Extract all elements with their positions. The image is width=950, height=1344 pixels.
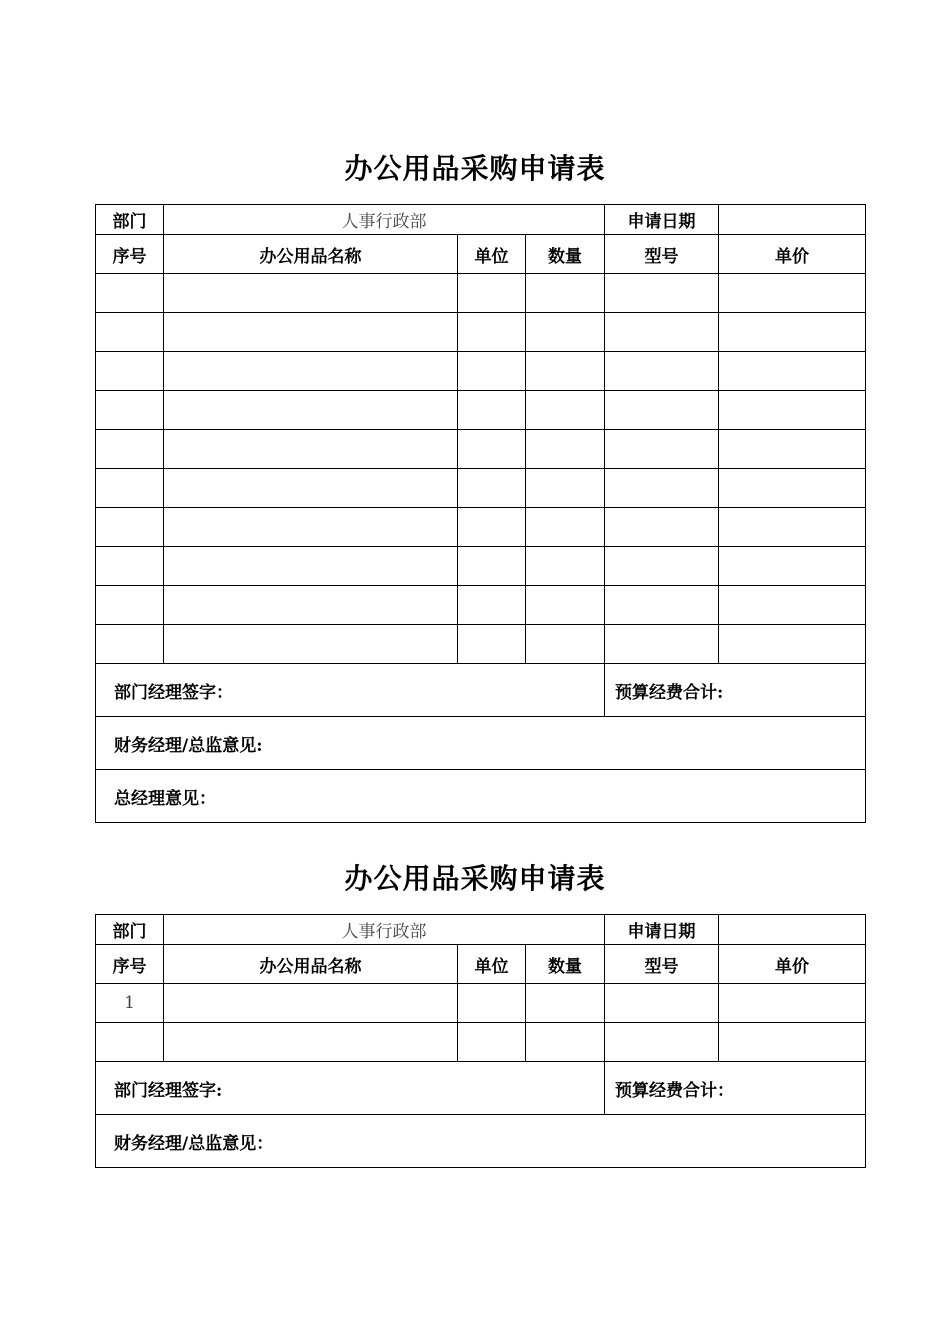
table-cell[interactable] bbox=[458, 391, 526, 430]
budget-total-field[interactable]: 预算经费合计: bbox=[605, 664, 866, 717]
table-cell[interactable] bbox=[526, 391, 605, 430]
column-header: 数量 bbox=[526, 235, 605, 274]
table-cell[interactable] bbox=[605, 508, 719, 547]
column-header: 单价 bbox=[719, 235, 866, 274]
table-cell[interactable] bbox=[605, 391, 719, 430]
table-cell[interactable] bbox=[96, 313, 164, 352]
table-cell[interactable] bbox=[605, 274, 719, 313]
table-cell[interactable] bbox=[605, 313, 719, 352]
table-cell[interactable] bbox=[605, 469, 719, 508]
table-cell[interactable] bbox=[96, 469, 164, 508]
table-row bbox=[96, 508, 866, 547]
table-cell[interactable] bbox=[605, 352, 719, 391]
table-cell[interactable]: 1 bbox=[96, 984, 164, 1023]
table-cell[interactable] bbox=[526, 508, 605, 547]
table-row bbox=[96, 391, 866, 430]
table-cell[interactable] bbox=[526, 547, 605, 586]
table-row bbox=[96, 547, 866, 586]
table-cell[interactable] bbox=[719, 984, 866, 1023]
table-row bbox=[96, 586, 866, 625]
purchase-request-form-2 bbox=[95, 914, 866, 1168]
table-cell[interactable] bbox=[526, 1023, 605, 1062]
table-cell[interactable] bbox=[96, 625, 164, 664]
table-row bbox=[96, 469, 866, 508]
table-cell[interactable] bbox=[96, 352, 164, 391]
table-cell[interactable] bbox=[719, 586, 866, 625]
column-header: 单位 bbox=[458, 945, 526, 984]
table-cell[interactable] bbox=[526, 313, 605, 352]
date-label: 申请日期 bbox=[605, 915, 719, 945]
table-cell[interactable] bbox=[605, 984, 719, 1023]
table-cell[interactable] bbox=[458, 469, 526, 508]
table-cell[interactable] bbox=[526, 352, 605, 391]
table-row bbox=[96, 625, 866, 664]
table-header-row bbox=[96, 235, 866, 274]
table-cell[interactable] bbox=[719, 313, 866, 352]
column-header: 序号 bbox=[96, 235, 164, 274]
table-cell[interactable] bbox=[96, 274, 164, 313]
table-cell[interactable] bbox=[96, 547, 164, 586]
column-header: 办公用品名称 bbox=[164, 235, 458, 274]
table-cell[interactable] bbox=[458, 274, 526, 313]
table-cell[interactable] bbox=[164, 430, 458, 469]
table-row bbox=[96, 274, 866, 313]
table-cell[interactable] bbox=[719, 274, 866, 313]
manager-signature-field[interactable]: 部门经理签字: bbox=[96, 1062, 605, 1115]
table-row bbox=[96, 430, 866, 469]
table-cell[interactable] bbox=[526, 586, 605, 625]
column-header: 序号 bbox=[96, 945, 164, 984]
table-cell[interactable] bbox=[719, 430, 866, 469]
table-cell[interactable] bbox=[526, 469, 605, 508]
table-cell[interactable] bbox=[96, 430, 164, 469]
table-row bbox=[96, 1023, 866, 1062]
department-value[interactable]: 人事行政部 bbox=[164, 205, 605, 235]
table-cell[interactable] bbox=[458, 984, 526, 1023]
table-cell[interactable] bbox=[164, 508, 458, 547]
column-header: 单位 bbox=[458, 235, 526, 274]
table-cell[interactable] bbox=[605, 547, 719, 586]
table-cell[interactable] bbox=[719, 508, 866, 547]
table-cell[interactable] bbox=[526, 625, 605, 664]
table-cell[interactable] bbox=[458, 430, 526, 469]
table-cell[interactable] bbox=[458, 313, 526, 352]
table-row bbox=[96, 313, 866, 352]
table-header-row bbox=[96, 945, 866, 984]
table-cell[interactable] bbox=[458, 625, 526, 664]
table-cell[interactable] bbox=[164, 313, 458, 352]
table-cell[interactable] bbox=[719, 352, 866, 391]
table-cell[interactable] bbox=[458, 1023, 526, 1062]
table-cell[interactable] bbox=[605, 1023, 719, 1062]
table-cell[interactable] bbox=[164, 586, 458, 625]
date-value[interactable] bbox=[719, 915, 866, 945]
table-cell[interactable] bbox=[719, 1023, 866, 1062]
table-cell[interactable] bbox=[96, 586, 164, 625]
date-label: 申请日期 bbox=[605, 205, 719, 235]
gm-opinion-field[interactable]: 总经理意见： bbox=[96, 770, 866, 823]
table-row bbox=[96, 984, 866, 1023]
table-cell[interactable] bbox=[164, 469, 458, 508]
date-value[interactable] bbox=[719, 205, 866, 235]
table-cell[interactable] bbox=[96, 1023, 164, 1062]
column-header: 型号 bbox=[605, 235, 719, 274]
table-cell[interactable] bbox=[458, 586, 526, 625]
table-cell[interactable] bbox=[526, 430, 605, 469]
table-cell[interactable] bbox=[605, 625, 719, 664]
table-cell[interactable] bbox=[458, 508, 526, 547]
table-cell[interactable] bbox=[719, 547, 866, 586]
table-cell[interactable] bbox=[526, 274, 605, 313]
table-cell[interactable] bbox=[164, 352, 458, 391]
table-cell[interactable] bbox=[164, 391, 458, 430]
table-cell[interactable] bbox=[164, 547, 458, 586]
table-cell[interactable] bbox=[458, 352, 526, 391]
table-cell[interactable] bbox=[719, 469, 866, 508]
budget-total-field[interactable]: 预算经费合计： bbox=[605, 1062, 866, 1115]
table-cell[interactable] bbox=[605, 586, 719, 625]
column-header: 数量 bbox=[526, 945, 605, 984]
table-cell[interactable] bbox=[719, 391, 866, 430]
form-1-title: 办公用品采购申请表 bbox=[344, 152, 606, 185]
form-2-title: 办公用品采购申请表 bbox=[344, 862, 606, 895]
finance-opinion-field[interactable]: 财务经理/总监意见： bbox=[96, 1115, 866, 1168]
table-cell[interactable] bbox=[164, 274, 458, 313]
department-label: 部门 bbox=[96, 915, 164, 945]
table-row bbox=[96, 352, 866, 391]
purchase-request-form-1 bbox=[95, 204, 866, 823]
table-cell[interactable] bbox=[605, 430, 719, 469]
column-header: 办公用品名称 bbox=[164, 945, 458, 984]
table-cell[interactable] bbox=[526, 984, 605, 1023]
table-cell[interactable] bbox=[164, 1023, 458, 1062]
table-cell[interactable] bbox=[458, 547, 526, 586]
column-header: 单价 bbox=[719, 945, 866, 984]
table-cell[interactable] bbox=[164, 984, 458, 1023]
department-value[interactable]: 人事行政部 bbox=[164, 915, 605, 945]
table-cell[interactable] bbox=[96, 391, 164, 430]
finance-opinion-field[interactable]: 财务经理/总监意见: bbox=[96, 717, 866, 770]
table-cell[interactable] bbox=[164, 625, 458, 664]
table-cell[interactable] bbox=[96, 508, 164, 547]
table-cell[interactable] bbox=[719, 625, 866, 664]
department-label: 部门 bbox=[96, 205, 164, 235]
column-header: 型号 bbox=[605, 945, 719, 984]
manager-signature-field[interactable]: 部门经理签字： bbox=[96, 664, 605, 717]
